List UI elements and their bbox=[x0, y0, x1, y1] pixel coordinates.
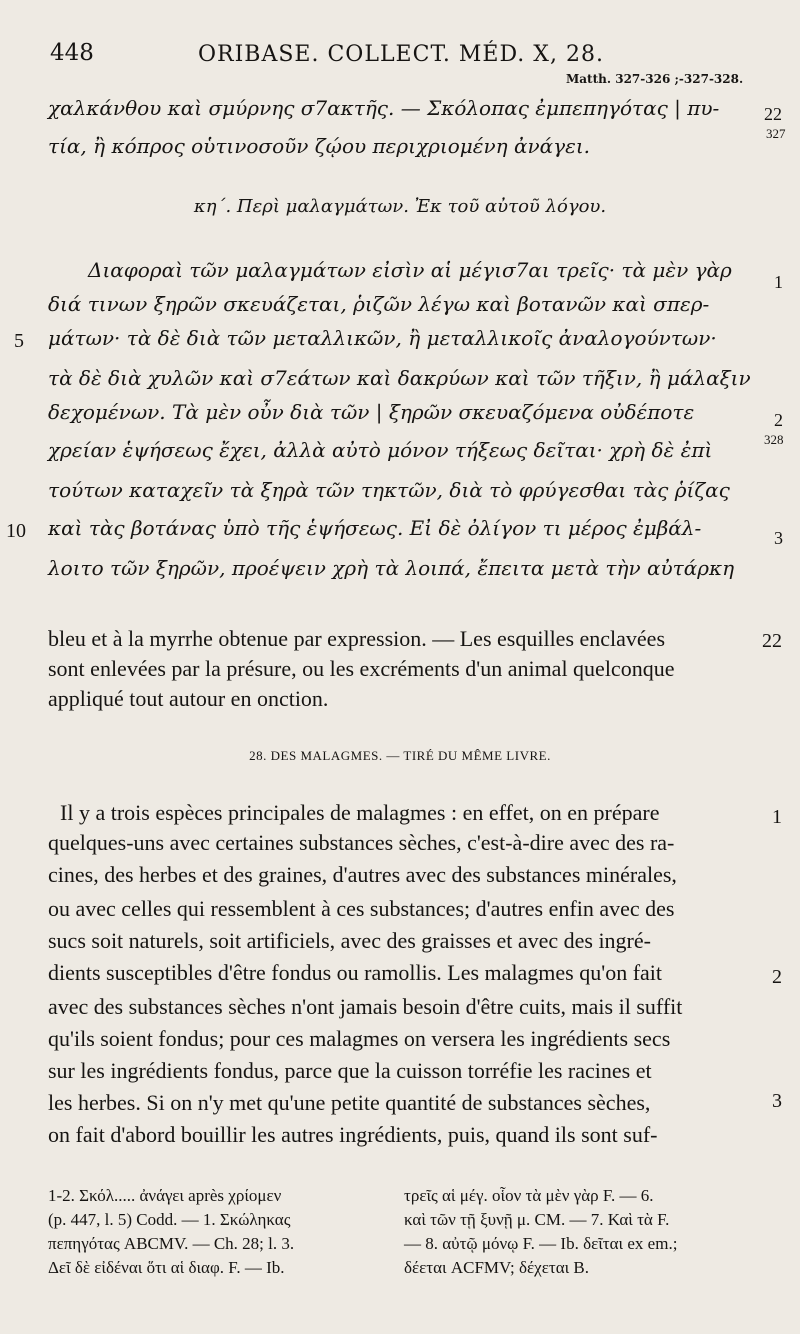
french-body-line: cines, des herbes et des graines, d'autres avec des substances minérales, bbox=[48, 862, 677, 887]
french-body-line: Il y a trois espèces principales de malagmes : en effet, on en prépare bbox=[60, 800, 660, 825]
greek-chapter-heading: κη΄. Περὶ μαλαγμάτων. Ἐκ τοῦ αὐτοῦ λόγου. bbox=[193, 196, 607, 217]
french-body-line: qu'ils soient fondus; pour ces malagmes on versera les ingrédients secs bbox=[48, 1026, 671, 1051]
french-body-line: quelques-uns avec certaines substances sèches, c'est-à-dire avec des ra- bbox=[48, 830, 675, 855]
greek-top-line: τία, ἢ κόπρος οὑτινοσοῦν ζῴου περιχριομένη ἀνάγει. bbox=[48, 134, 591, 158]
footnote-line: δέεται ACFMV; δέχεται B. bbox=[404, 1258, 590, 1277]
footnote-line: πεπηγότας ABCMV. — Ch. 28; l. 3. bbox=[48, 1234, 295, 1253]
matth-reference: Matth. 327-326 ;-327-328. bbox=[566, 72, 744, 86]
margin-number: 22 bbox=[762, 630, 782, 652]
margin-number: 328 bbox=[764, 432, 784, 447]
french-body-line: ou avec celles qui ressemblent à ces substances; d'autres enfin avec des bbox=[48, 896, 675, 921]
footnote-line: (p. 447, l. 5) Codd. — 1. Σκώληκας bbox=[48, 1210, 291, 1229]
footnote-line: καὶ τῶν τῇ ξυνῇ μ. CM. — 7. Καὶ τὰ F. bbox=[404, 1210, 670, 1229]
greek-body-line: τὰ δὲ διὰ χυλῶν καὶ σ7εάτων καὶ δακρύων καὶ τῶν τῆξιν, ἢ μάλαξιν bbox=[48, 366, 751, 390]
margin-number: 1 bbox=[772, 806, 782, 828]
margin-number: 2 bbox=[772, 966, 782, 988]
greek-body-line: διά τινων ξηρῶν σκευάζεται, ῥιζῶν λέγω καὶ βοτανῶν καὶ σπερ- bbox=[48, 292, 710, 316]
french-chapter-heading: 28. DES MALAGMES. — TIRÉ DU MÊME LIVRE. bbox=[249, 748, 551, 763]
line-number: 5 bbox=[14, 330, 24, 352]
french-body-line: sucs soit naturels, soit artificiels, avec des graisses et avec des ingré- bbox=[48, 928, 651, 953]
margin-number: 22 bbox=[764, 104, 782, 124]
line-number: 10 bbox=[6, 520, 26, 542]
french-body-line: sur les ingrédients fondus, parce que la cuisson torréfie les racines et bbox=[48, 1058, 652, 1083]
french-body-line: avec des substances sèches n'ont jamais besoin d'être cuits, mais il suffit bbox=[48, 994, 683, 1019]
french-top-line: appliqué tout autour en onction. bbox=[48, 686, 329, 711]
greek-body-line: Διαφοραὶ τῶν μαλαγμάτων εἰσὶν αἱ μέγισ7αι τρεῖς· τὰ μὲν γὰρ bbox=[88, 258, 732, 282]
french-top-line: bleu et à la myrrhe obtenue par expression. — Les esquilles enclavées bbox=[48, 626, 665, 651]
footnote-line: 1-2. Σκόλ..... ἀνάγει après χρίομεν bbox=[48, 1186, 282, 1205]
greek-body-line: τούτων καταχεῖν τὰ ξηρὰ τῶν τηκτῶν, διὰ τὸ φρύγεσθαι τὰς ῥίζας bbox=[48, 478, 730, 502]
page-number: 448 bbox=[50, 40, 94, 66]
margin-number: 1 bbox=[774, 272, 783, 292]
greek-body-line: δεχομένων. Τὰ μὲν οὖν διὰ τῶν | ξηρῶν σκευαζόμενα οὐδέποτε bbox=[48, 400, 695, 424]
margin-number: 2 bbox=[774, 410, 783, 430]
greek-body-line: μάτων· τὰ δὲ διὰ τῶν μεταλλικῶν, ἢ μεταλλικοῖς ἀναλογούντων· bbox=[48, 326, 717, 350]
french-body-line: les herbes. Si on n'y met qu'une petite quantité de substances sèches, bbox=[48, 1090, 651, 1115]
greek-body-line: λοιτο τῶν ξηρῶν, προέψειν χρὴ τὰ λοιπά, ἔπειτα μετὰ τὴν αὐτάρκη bbox=[48, 556, 735, 580]
running-title: ORIBASE. COLLECT. MÉD. X, 28. bbox=[198, 42, 604, 67]
greek-body-line: καὶ τὰς βοτάνας ὑπὸ τῆς ἑψήσεως. Εἰ δὲ ὀλίγον τι μέρος ἐμβάλ- bbox=[48, 516, 702, 540]
french-body-line: dients susceptibles d'être fondus ou ramollis. Les malagmes qu'on fait bbox=[48, 960, 663, 985]
greek-body-line: χρείαν ἑψήσεως ἔχει, ἀλλὰ αὐτὸ μόνον τήξεως δεῖται· χρὴ δὲ ἐπὶ bbox=[48, 438, 713, 462]
footnote-line: — 8. αὐτῷ μόνῳ F. — Ib. δεῖται ex em.; bbox=[404, 1234, 678, 1253]
margin-number: 327 bbox=[766, 126, 786, 141]
footnote-line: τρεῖς αἱ μέγ. οἷον τὰ μὲν γὰρ F. — 6. bbox=[404, 1186, 654, 1205]
french-body-line: on fait d'abord bouillir les autres ingrédients, puis, quand ils sont suf- bbox=[48, 1122, 658, 1147]
greek-top-line: χαλκάνθου καὶ σμύρνης σ7ακτῆς. — Σκόλοπας ἐμπεπηγότας | πυ- bbox=[48, 96, 720, 120]
footnote-line: Δεῖ δὲ εἰδέναι ὅτι αἱ διαφ. F. — Ib. bbox=[48, 1258, 285, 1277]
margin-number: 3 bbox=[772, 1090, 782, 1112]
french-top-line: sont enlevées par la présure, ou les excréments d'un animal quelconque bbox=[48, 656, 675, 681]
margin-number: 3 bbox=[774, 528, 783, 548]
